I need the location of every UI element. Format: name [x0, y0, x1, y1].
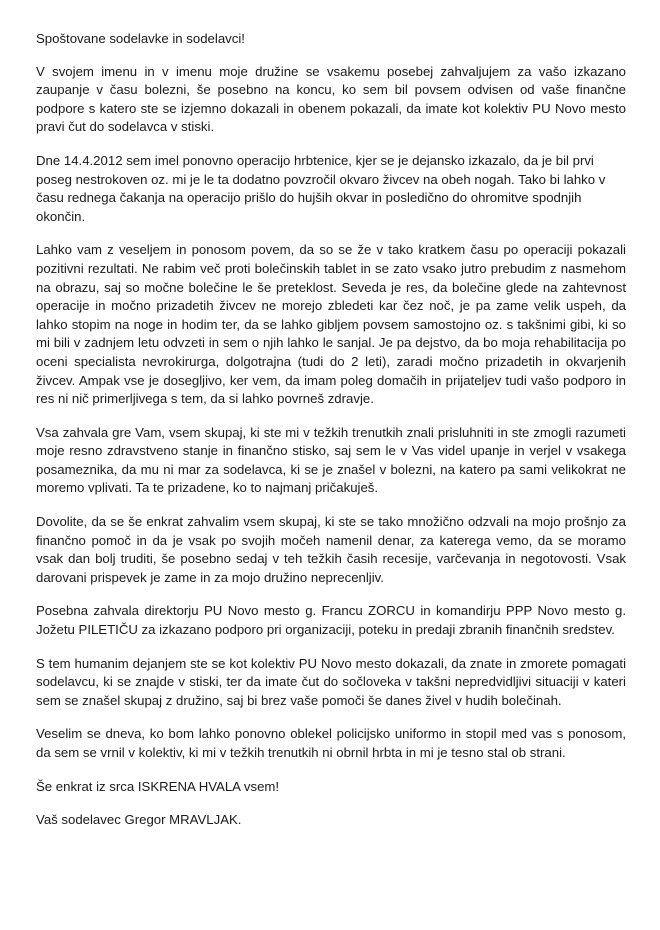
paragraph-donations: Dovolite, da se še enkrat zahvalim vsem skupaj, ki ste se tako množično odzvali na mojo prošnjo za finančno pomoč in da je vsak po svojih močeh namenil denar, za katerega vemo, da se moramo vsak dan bolj truditi, še posebno sedaj v teh težkih časih recesije, varčevanja in negotovosti. Vsak darovani prispevek je zame in za mojo družino neprecenljiv.	[36, 514, 626, 585]
signature: Vaš sodelavec Gregor MRAVLJAK.	[36, 812, 242, 828]
closing-thanks: Še enkrat iz srca ISKRENA HVALA vsem!	[36, 778, 280, 794]
paragraph-return: Veselim se dneva, ko bom lahko ponovno oblekel policijsko uniformo in stopil med vas s ponosom, da sem se vrnil v kolektiv, ki mi v težkih trenutkih ni obrnil hrbta in mi je tesno stal ob strani.	[36, 726, 626, 760]
paragraph-special-thanks: Posebna zahvala direktorju PU Novo mesto g. Francu ZORCU in komandirju PPP Novo mesto g. Jožetu PILETIČU za izkazano podporo pri organizaciji, poteku in predaji zbranih finančnih sredstev.	[36, 603, 626, 638]
paragraph-recovery: Lahko vam z veseljem in ponosom povem, da so se že v tako kratkem času po operaciji pokazali pozitivni rezultati. Ne rabim več proti bolečinskih tablet in se zato vsako jutro prebudim z nasmehom na obrazu, saj so močne bolečine le še preteklost. Seveda je res, da bolečine glede na zahtevnost operacije in močno prizadetih živcev ne morejo zbledeti kar čez noč, je pa zame velik uspeh, da lahko stopim na noge in hodim ter, da se lahko gibljem povsem samostojno oz. s takšnimi gibi, ki so mi bili v zadnjem letu odvzeti in sem o njih lahko le sanjal. Je pa dejstvo, da bo moja rehabilitacija po oceni specialista nevrokirurga, dolgotrajna (tudi do 2 leti), zaradi močno prizadetih in okvarjenih živcev. Ampak vse je dosegljivo, ker vem, da imam poleg domačih in prijateljev tudi vašo podporo in res ni nič primerljivega s tem, da si lahko povrneš zdravje.	[36, 242, 626, 407]
paragraph-humane-act: S tem humanim dejanjem ste se kot kolektiv PU Novo mesto dokazali, da znate in zmorete pomagati sodelavcu, ki se znajde v stiski, ter da imate čut do sočloveka v takšni nepredvidljivi situaciji v kateri sem se znašel skupaj z družino, saj bi brez vaše pomoči še danes živel v hudih bolečinah.	[36, 655, 626, 708]
letter-page	[36, 30, 626, 845]
paragraph-thanks-trust: V svojem imenu in v imenu moje družine se vsakemu posebej zahvaljujem za vašo izkazano zaupanje v času bolezni, še posebno na koncu, ko sem bil povsem odvisen od vaše finančne podpore s katero ste se izjemno dokazali in obenem pokazali, da imate kot kolektiv PU Novo mesto pravi čut do sodelavca v stiski.	[36, 63, 626, 135]
paragraph-gratitude: Vsa zahvala gre Vam, vsem skupaj, ki ste mi v težkih trenutkih znali prisluhniti in ste zmogli razumeti moje resno zdravstveno stanje in finančno stisko, saj sem le v Vas videl upanje in verjel v vsakega posameznika, da mu ni mar za sodelavca, ki se je znašel v bolezni, na katero pa sami velikokrat ne moremo vplivati. Ta te prizadene, ko to najmanj pričakuješ.	[36, 424, 626, 496]
paragraph-operation: Dne 14.4.2012 sem imel ponovno operacijo hrbtenice, kjer se je dejansko izkazalo, da je bil prvi poseg nestrokoven oz. mi je le ta dodatno povzročil okvaro živcev na obeh nogah. Tako bi lahko v času rednega čakanja na operacijo prišlo do hujših okvar in posledično do ohromitve spodnjih okončin.	[36, 152, 606, 224]
letter-greeting: Spoštovane sodelavke in sodelavci!	[36, 31, 245, 46]
